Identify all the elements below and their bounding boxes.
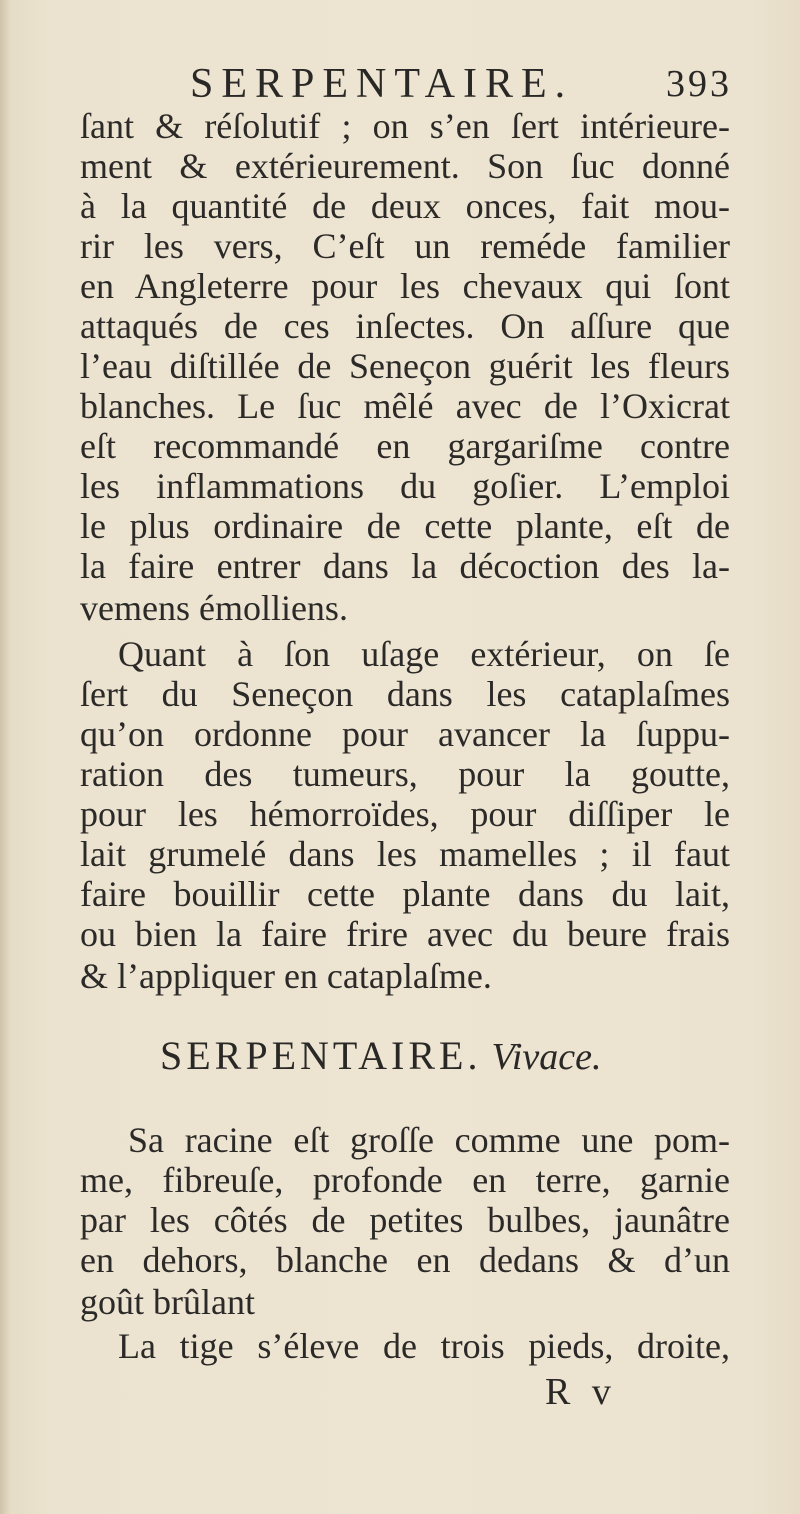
text-line: ſert du Seneçon dans les cataplaſmes [80, 674, 730, 714]
text-line: ration des tumeurs, pour la goutte, [80, 754, 730, 794]
section-title: SERPENTAIRE. [160, 1033, 482, 1078]
text-line: lait grumelé dans les mamelles ; il faut [80, 834, 730, 874]
text-line: à la quantité de deux onces, fait mou- [80, 186, 730, 226]
text-line: en dehors, blanche en dedans & d’un [80, 1240, 730, 1280]
text-line: blanches. Le ſuc mêlé avec de l’Oxicrat [80, 386, 730, 426]
text-line: goût brûlant [80, 1282, 255, 1322]
text-line: l’eau diſtillée de Seneçon guérit les fleurs [80, 346, 730, 386]
signature-mark: R v [545, 1371, 617, 1413]
section-heading [160, 1032, 720, 1082]
paragraph-start-line: Quant à ſon uſage extérieur, on ſe [118, 634, 730, 674]
text-line: faire bouillir cette plante dans du lait, [80, 874, 730, 914]
text-line: attaqués de ces inſectes. On aſſure que [80, 306, 730, 346]
text-line: ſant & réſolutif ; on s’en ſert intérieure- [80, 106, 730, 146]
text-line: eſt recommandé en gargariſme contre [80, 426, 730, 466]
text-line: la faire entrer dans la décoction des la- [80, 546, 730, 586]
text-line: & l’appliquer en cataplaſme. [80, 956, 492, 996]
paragraph-start-line: La tige s’éleve de trois pieds, droite, [118, 1326, 730, 1366]
text-line: en Angleterre pour les chevaux qui ſont [80, 266, 730, 306]
section-subtitle: Vivace. [491, 1036, 602, 1078]
text-line: vemens émolliens. [80, 588, 348, 628]
text-line: ment & extérieurement. Son ſuc donné [80, 146, 730, 186]
running-title: SERPENTAIRE. [190, 61, 574, 107]
paragraph-start-line: Sa racine eſt groſſe comme une pom- [128, 1120, 730, 1160]
text-line: ou bien la faire frire avec du beure frais [80, 914, 730, 954]
page-number: 393 [666, 63, 732, 105]
page-header [190, 58, 750, 106]
text-line: qu’on ordonne pour avancer la ſuppu- [80, 714, 730, 754]
text-line: pour les hémorroïdes, pour diſſiper le [80, 794, 730, 834]
text-line: le plus ordinaire de cette plante, eſt de [80, 506, 730, 546]
text-line: les inflammations du goſier. L’emploi [80, 466, 730, 506]
page-edge-shadow [0, 0, 10, 1514]
text-line: me, fibreuſe, profonde en terre, garnie [80, 1160, 730, 1200]
text-line: par les côtés de petites bulbes, jaunâtre [80, 1200, 730, 1240]
text-line: rir les vers, C’eſt un reméde familier [80, 226, 730, 266]
